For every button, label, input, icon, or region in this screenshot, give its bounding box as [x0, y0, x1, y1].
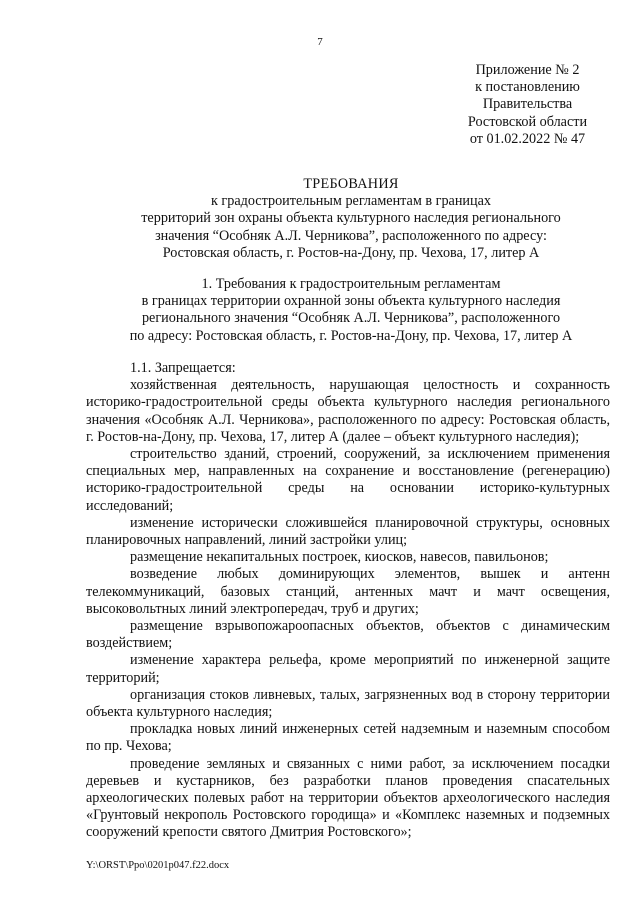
appendix-block	[440, 62, 615, 148]
paragraph: хозяйственная деятельность, нарушающая целостность и сохранность историко-градостроительной среды объекта культурного наследия регионального значения «Особняк А.Л. Черникова», расположенного по адресу: Ростовская область, г. Ростов-на-Дону, пр. Чехова, 17, литер А (далее – объект культурного наследия);	[86, 377, 610, 445]
document-heading	[86, 176, 616, 262]
paragraph: прокладка новых линий инженерных сетей надземным и наземным способом по пр. Чехова;	[86, 721, 610, 755]
paragraph: размещение некапитальных построек, киосков, навесов, павильонов;	[130, 549, 549, 566]
heading-line: Ростовская область, г. Ростов-на-Дону, пр. Чехова, 17, литер А	[162, 244, 540, 261]
paragraph: возведение любых доминирующих элементов, вышек и антенн телекоммуникаций, базовых станций, антенных мачт и мачт освещения, высоковольтных линий электропередач, труб и других;	[86, 566, 610, 617]
appendix-line: от 01.02.2022 № 47	[469, 130, 586, 147]
document-body	[86, 360, 610, 842]
paragraph: проведение земляных и связанных с ними работ, за исключением посадки деревьев и кустарников, без разработки планов проведения спасательных археологических полевых работ на территории объектов археологического наследия «Грунтовый некрополь Ростовского городища» и «Комплекс наземных и подземных сооружений крепости святого Дмитрия Ростовского»;	[86, 755, 610, 841]
paragraph: изменение исторически сложившейся планировочной структуры, основных планировочных направлений, линий застройки улиц;	[86, 514, 610, 549]
appendix-line: Приложение № 2	[475, 62, 580, 78]
subheading: 1.1. Запрещается:	[130, 360, 236, 376]
appendix-line: к постановлению	[475, 79, 580, 96]
appendix-line: Ростовской области	[467, 113, 588, 130]
section-line: в границах территории охранной зоны объекта культурного наследия	[141, 293, 561, 310]
page-number: 7	[317, 36, 323, 48]
appendix-line: Правительства	[482, 96, 573, 113]
section-line: регионального значения “Особняк А.Л. Черникова”, расположенного	[141, 310, 561, 327]
heading-line: к градостроительным регламентам в границах	[210, 193, 492, 210]
heading-line: территорий зон охраны объекта культурного наследия регионального	[141, 210, 561, 227]
paragraph: изменение характера рельефа, кроме мероприятий по инженерной защите территорий;	[86, 652, 610, 686]
section-line: 1. Требования к градостроительным регламентам	[201, 276, 501, 292]
document-title: ТРЕБОВАНИЯ	[303, 176, 399, 192]
paragraph: размещение взрывопожароопасных объектов, объектов с динамическим воздействием;	[86, 618, 610, 652]
section-heading	[86, 276, 616, 345]
paragraph: строительство зданий, строений, сооружений, за исключением применения специальных мер, направленных на сохранение и восстановление (регенерацию) историко-градостроительной среды на основании историко-культурных исследований;	[86, 446, 610, 514]
heading-line: значения “Особняк А.Л. Черникова”, расположенного по адресу:	[155, 227, 547, 244]
file-path-footer: Y:\ORST\Ppo\0201p047.f22.docx	[86, 860, 230, 871]
paragraph: организация стоков ливневых, талых, загрязненных вод в сторону территории объекта культурного наследия;	[86, 686, 610, 721]
section-line: по адресу: Ростовская область, г. Ростов-на-Дону, пр. Чехова, 17, литер А	[129, 327, 573, 344]
